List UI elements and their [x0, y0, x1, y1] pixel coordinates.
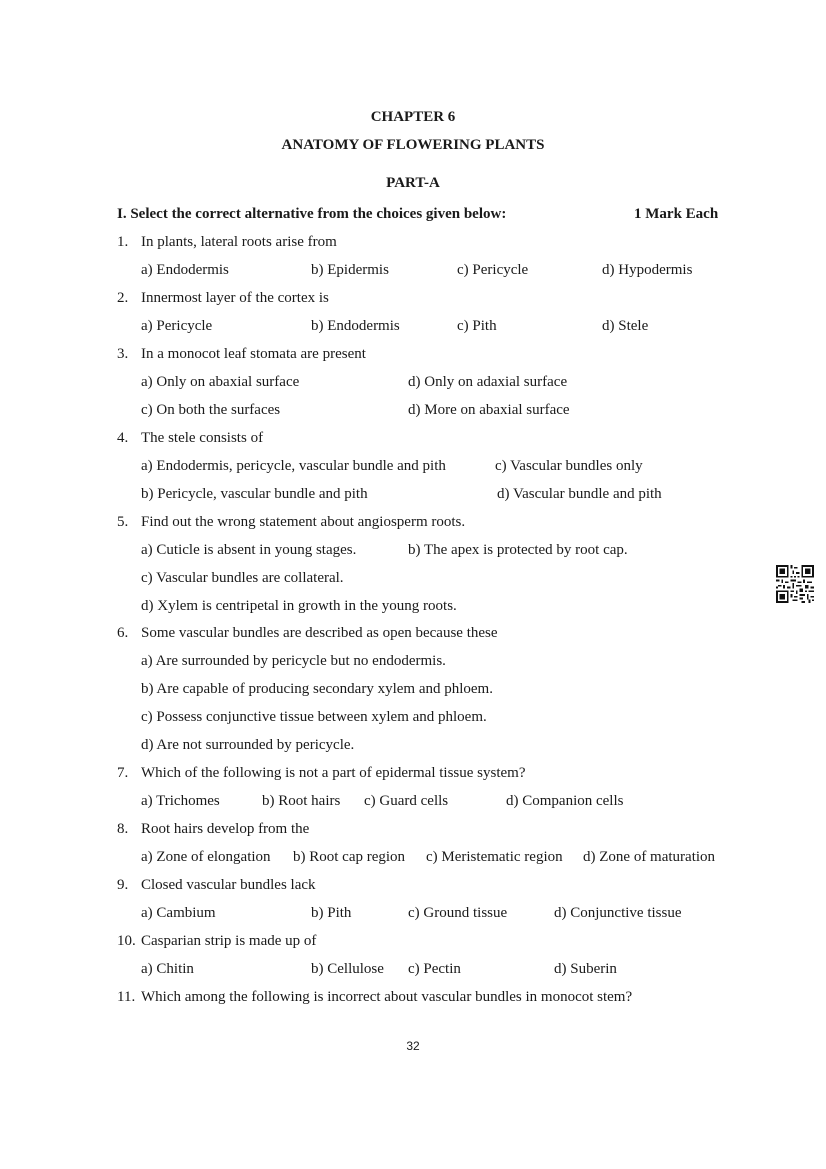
option: c) Vascular bundles are collateral. — [141, 570, 344, 586]
option: c) Guard cells — [364, 793, 449, 809]
question-number: 4. — [117, 430, 129, 446]
question-text: In plants, lateral roots arise from — [141, 234, 337, 250]
option: c) Ground tissue — [408, 905, 508, 921]
question-text: Some vascular bundles are described as open because these — [141, 625, 498, 641]
option: b) Cellulose — [311, 961, 384, 977]
option: a) Zone of elongation — [141, 849, 271, 865]
option: d) Are not surrounded by pericycle. — [141, 737, 355, 753]
section-marks: 1 Mark Each — [634, 206, 719, 222]
option: a) Cuticle is absent in young stages. — [141, 542, 357, 558]
option: d) Companion cells — [506, 793, 624, 809]
option: a) Are surrounded by pericycle but no endodermis. — [141, 653, 446, 669]
option: b) Pericycle, vascular bundle and pith — [141, 486, 368, 502]
option: b) Root hairs — [262, 793, 341, 809]
part-label: PART-A — [386, 175, 440, 191]
option: b) Are capable of producing secondary xylem and phloem. — [141, 681, 493, 697]
question-number: 2. — [117, 290, 129, 306]
question-text: Innermost layer of the cortex is — [141, 290, 329, 306]
option: c) Meristematic region — [426, 849, 563, 865]
question-text: Which of the following is not a part of epidermal tissue system? — [141, 765, 526, 781]
option: d) Vascular bundle and pith — [497, 486, 662, 502]
question-number: 3. — [117, 346, 129, 362]
option: d) Stele — [602, 318, 649, 334]
section-instruction: I. Select the correct alternative from the choices given below: — [117, 206, 507, 222]
chapter-label: CHAPTER 6 — [370, 109, 456, 125]
option: d) More on abaxial surface — [408, 402, 570, 418]
option: b) The apex is protected by root cap. — [408, 542, 628, 558]
option: d) Zone of maturation — [583, 849, 716, 865]
option: d) Suberin — [554, 961, 617, 977]
option: a) Chitin — [141, 961, 194, 977]
question-number: 1. — [117, 234, 129, 250]
option: a) Only on abaxial surface — [141, 374, 300, 390]
option: b) Root cap region — [293, 849, 406, 865]
question-number: 5. — [117, 514, 129, 530]
option: c) Vascular bundles only — [495, 458, 643, 474]
option: d) Only on adaxial surface — [408, 374, 568, 390]
option: c) Possess conjunctive tissue between xylem and phloem. — [141, 709, 487, 725]
chapter-title: ANATOMY OF FLOWERING PLANTS — [281, 137, 545, 153]
option: a) Cambium — [141, 905, 216, 921]
option: b) Pith — [311, 905, 352, 921]
question-number: 11. — [117, 989, 136, 1005]
option: c) Pectin — [408, 961, 461, 977]
option: b) Endodermis — [311, 318, 400, 334]
question-text: Find out the wrong statement about angiosperm roots. — [141, 514, 466, 530]
question-text: In a monocot leaf stomata are present — [141, 346, 366, 362]
question-text: Closed vascular bundles lack — [141, 877, 316, 893]
option: c) On both the surfaces — [141, 402, 281, 418]
option: b) Epidermis — [311, 262, 389, 278]
option: d) Hypodermis — [602, 262, 693, 278]
option: c) Pericycle — [457, 262, 529, 278]
option: a) Trichomes — [141, 793, 220, 809]
question-number: 10. — [117, 933, 136, 949]
question-text: Casparian strip is made up of — [141, 933, 317, 949]
option: a) Endodermis, pericycle, vascular bundle and pith — [141, 458, 446, 474]
question-text: Root hairs develop from the — [141, 821, 310, 837]
page-number: 32 — [406, 1039, 420, 1053]
option: d) Xylem is centripetal in growth in the young roots. — [141, 598, 457, 614]
option: a) Pericycle — [141, 318, 213, 334]
option: c) Pith — [457, 318, 497, 334]
question-text: The stele consists of — [141, 430, 264, 446]
question-text: Which among the following is incorrect about vascular bundles in monocot stem? — [141, 989, 633, 1005]
question-number: 6. — [117, 625, 129, 641]
option: a) Endodermis — [141, 262, 229, 278]
question-number: 8. — [117, 821, 129, 837]
qr-code-icon — [776, 565, 814, 603]
question-number: 7. — [117, 765, 129, 781]
option: d) Conjunctive tissue — [554, 905, 682, 921]
question-number: 9. — [117, 877, 129, 893]
